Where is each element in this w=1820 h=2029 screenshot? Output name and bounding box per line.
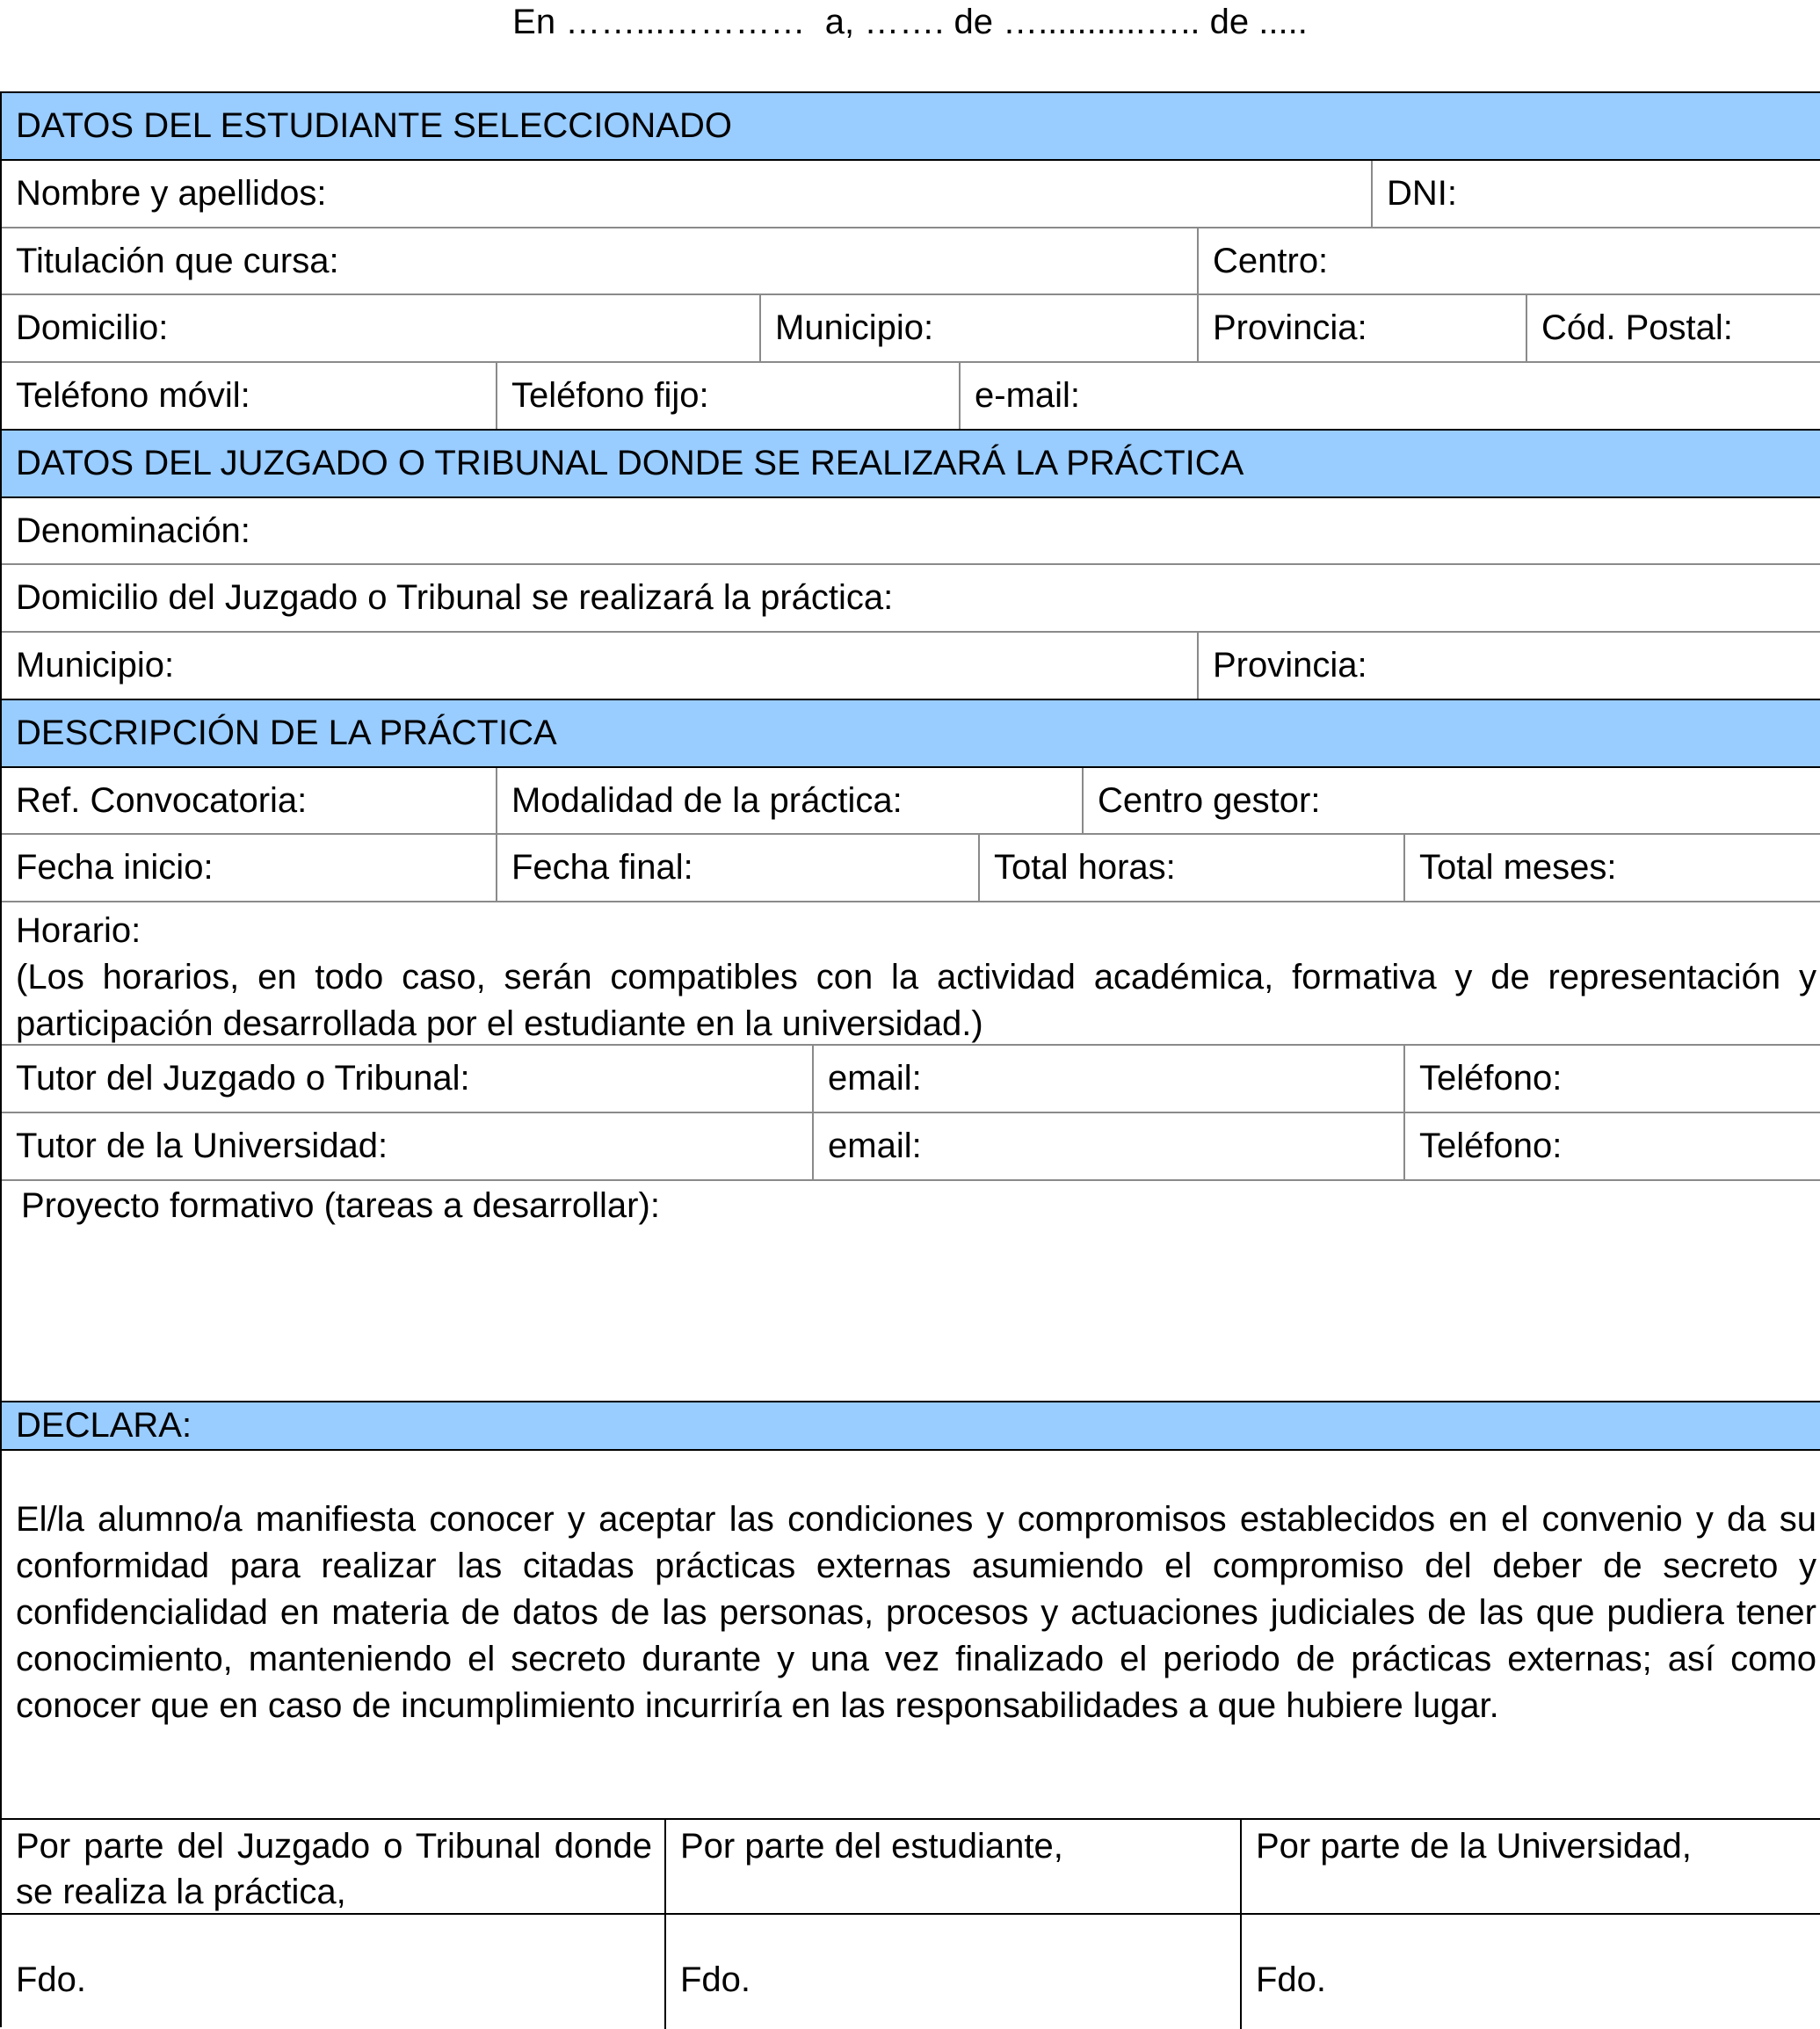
row-signatures	[2, 1915, 1820, 2029]
field-tutor-juzgado[interactable]: Tutor del Juzgado o Tribunal:	[2, 1046, 814, 1112]
practice-header-text: DESCRIPCIÓN DE LA PRÁCTICA	[16, 714, 557, 752]
field-provincia-juzgado[interactable]: Provincia:	[1213, 646, 1367, 685]
declaration-text: El/la alumno/a manifiesta conocer y aceptar las condiciones y compromisos establecidos en el convenio y da su conformidad para realizar las citadas prácticas externas asumiendo el compromiso del deber de secreto y confidencialidad en materia de datos de las personas, procesos y actuaciones judiciales de las que pudiera tener conocimiento, manteniendo el secreto durante y una vez finalizado el periodo de prácticas externas; así como conocer que en caso de incumplimiento incurriría en las responsabilidades a que hubiere lugar.	[16, 1500, 1816, 1725]
fdo-university: Fdo.	[1256, 1960, 1327, 1999]
field-tutor-juzgado-telefono[interactable]: Teléfono:	[1419, 1059, 1563, 1098]
signature-court-label: Por parte del Juzgado o Tribunal donde se realiza la práctica,	[16, 1827, 652, 1911]
date-line: En ……...………… a, ……. de …...........….. de .....	[512, 3, 1308, 41]
section-header-declara	[2, 1402, 1820, 1451]
signature-student-label: Por parte del estudiante,	[680, 1827, 1063, 1866]
row-domicilio-juzgado	[2, 565, 1820, 633]
proyecto-label: Proyecto formativo (tareas a desarrollar):	[21, 1186, 660, 1225]
horario-note: (Los horarios, en todo caso, serán compatibles con la actividad académica, formativa y de representación y participación desarrollada por el estudiante en la universidad.)	[16, 958, 1816, 1043]
row-convocatoria	[2, 768, 1820, 835]
signature-box-student[interactable]	[666, 1915, 1242, 2029]
declara-header-text: DECLARA:	[16, 1406, 192, 1445]
field-tutor-universidad-email[interactable]: email:	[814, 1113, 1405, 1179]
field-nombre-apellidos[interactable]: Nombre y apellidos:	[2, 161, 1373, 227]
row-fechas	[2, 835, 1820, 902]
field-total-meses[interactable]: Total meses:	[1419, 848, 1617, 887]
fdo-court: Fdo.	[16, 1960, 87, 1999]
field-fecha-inicio[interactable]: Fecha inicio:	[2, 835, 497, 901]
field-telefono-fijo[interactable]: Teléfono fijo:	[497, 363, 961, 429]
fdo-student: Fdo.	[680, 1960, 751, 1999]
horario-label: Horario:	[16, 911, 141, 950]
row-domicilio	[2, 295, 1820, 363]
field-cod-postal[interactable]: Cód. Postal:	[1541, 308, 1733, 347]
field-telefono-movil[interactable]: Teléfono móvil:	[2, 363, 497, 429]
signature-university-label: Por parte de la Universidad,	[1256, 1827, 1692, 1866]
field-municipio[interactable]: Municipio:	[761, 295, 1199, 361]
field-denominacion[interactable]: Denominación:	[16, 511, 250, 550]
row-telefonos	[2, 363, 1820, 431]
row-name-dni	[2, 161, 1820, 228]
signature-box-university[interactable]	[1242, 1915, 1820, 2029]
row-tutor-juzgado	[2, 1046, 1820, 1113]
field-domicilio-juzgado[interactable]: Domicilio del Juzgado o Tribunal se realizará la práctica:	[16, 578, 894, 617]
field-modalidad[interactable]: Modalidad de la práctica:	[497, 768, 1084, 833]
field-tutor-universidad[interactable]: Tutor de la Universidad:	[2, 1113, 814, 1179]
field-fecha-final[interactable]: Fecha final:	[497, 835, 980, 901]
row-proyecto-formativo[interactable]	[2, 1181, 1820, 1402]
signature-heading-student	[666, 1820, 1242, 1913]
field-total-horas[interactable]: Total horas:	[980, 835, 1405, 901]
field-centro-gestor[interactable]: Centro gestor:	[1098, 781, 1321, 820]
field-email[interactable]: e-mail:	[975, 376, 1081, 415]
row-declaration	[2, 1451, 1820, 1820]
field-centro[interactable]: Centro:	[1213, 242, 1329, 280]
internship-form	[0, 91, 1820, 2027]
field-domicilio[interactable]: Domicilio:	[2, 295, 761, 361]
field-tutor-juzgado-email[interactable]: email:	[814, 1046, 1405, 1112]
row-signature-headings	[2, 1820, 1820, 1915]
student-header-text: DATOS DEL ESTUDIANTE SELECCIONADO	[16, 106, 732, 145]
row-municipio-provincia	[2, 633, 1820, 700]
field-titulacion[interactable]: Titulación que cursa:	[2, 228, 1199, 293]
row-horario[interactable]	[2, 902, 1820, 1046]
section-header-court	[2, 431, 1820, 498]
court-header-text: DATOS DEL JUZGADO O TRIBUNAL DONDE SE REALIZARÁ LA PRÁCTICA	[16, 444, 1244, 482]
section-header-practice	[2, 700, 1820, 768]
field-municipio-juzgado[interactable]: Municipio:	[2, 633, 1199, 699]
row-tutor-universidad	[2, 1113, 1820, 1181]
row-denominacion	[2, 498, 1820, 565]
row-titulacion-centro	[2, 228, 1820, 295]
field-tutor-universidad-telefono[interactable]: Teléfono:	[1419, 1127, 1563, 1165]
signature-heading-university	[1242, 1820, 1820, 1913]
field-provincia[interactable]: Provincia:	[1199, 295, 1527, 361]
signature-heading-court	[2, 1820, 666, 1913]
field-ref-convocatoria[interactable]: Ref. Convocatoria:	[2, 768, 497, 833]
signature-box-court[interactable]	[2, 1915, 666, 2029]
field-dni[interactable]: DNI:	[1387, 174, 1457, 213]
section-header-student	[2, 93, 1820, 161]
